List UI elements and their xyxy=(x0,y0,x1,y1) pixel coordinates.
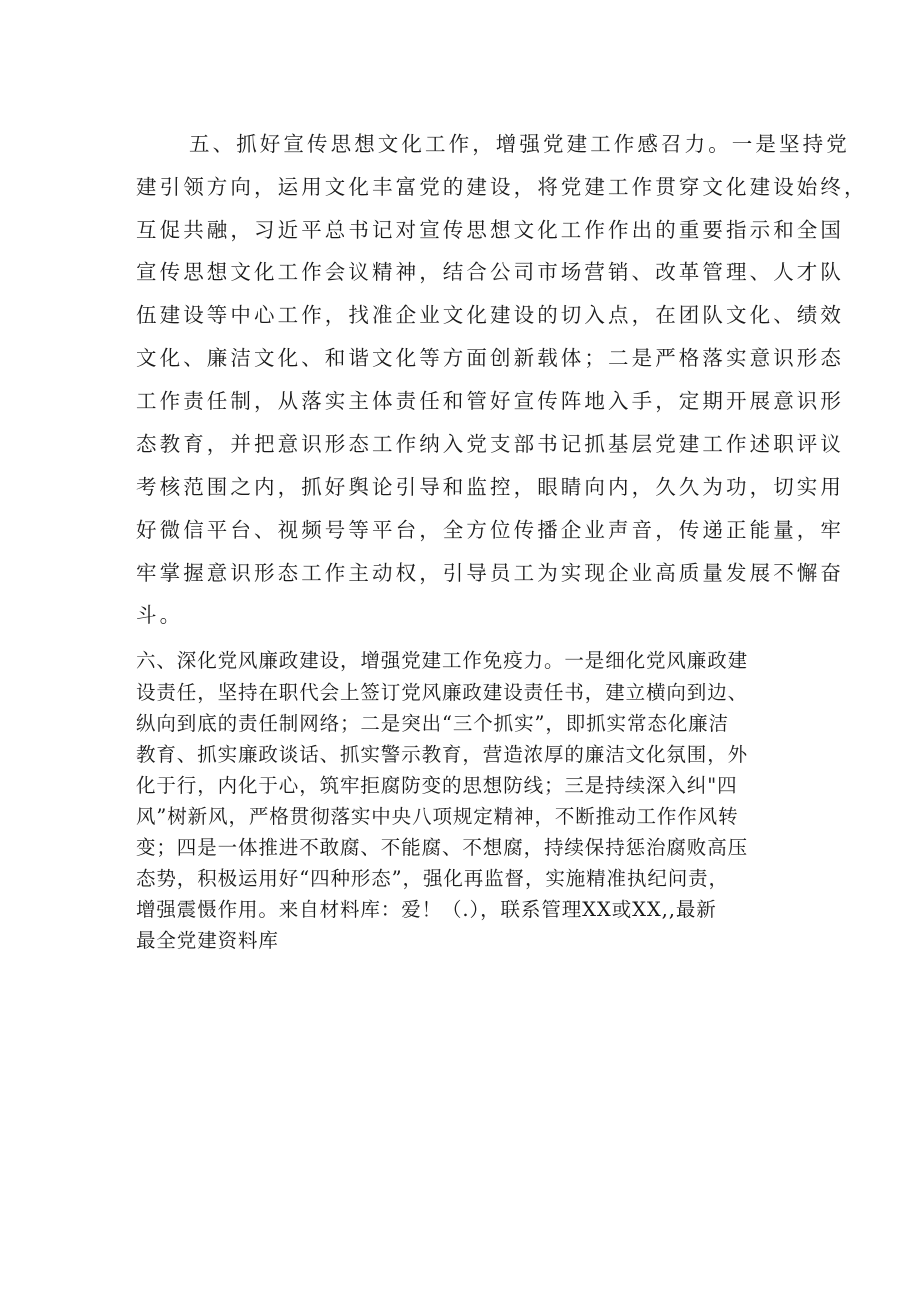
paragraph-6-line-10: 最全党建资料库 xyxy=(136,929,279,952)
paragraph-5-line-11: 牢掌握意识形态工作主动权，引导员工为实现企业高质量发展不懈奋 xyxy=(136,561,844,585)
paragraph-6-line-5: 化于行，内化于心，筑牢拒腐防变的思想防线；三是持续深入纠"四 xyxy=(136,774,738,797)
paragraph-6-line-6: 风”树新风，严格贯彻落实中央八项规定精神，不断推动工作作风转 xyxy=(136,805,739,828)
paragraph-6-line-8: 态势，积极运用好“四种形态”，强化再监督，实施精准执纪问责， xyxy=(136,867,729,890)
paragraph-6-line-9: 增强震慑作用。来自材料库：爱！（.），联系管理XX或XX,,最新 xyxy=(136,898,717,921)
paragraph-5-line-1: 五、抓好宣传思想文化工作，增强党建工作感召力。一是坚持党 xyxy=(189,132,850,156)
paragraph-6-line-2: 设责任，坚持在职代会上签订党风廉政建设责任书，建立横向到边、 xyxy=(136,681,749,704)
paragraph-5-line-12: 斗。 xyxy=(136,603,184,627)
paragraph-5-line-8: 态教育，并把意识形态工作纳入党支部书记抓基层党建工作述职评议 xyxy=(136,432,844,456)
paragraph-5-line-5: 伍建设等中心工作，找准企业文化建设的切入点，在团队文化、绩效 xyxy=(136,303,844,327)
paragraph-6-line-1: 六、深化党风廉政建设，增强党建工作免疫力。一是细化党风廉政建 xyxy=(136,649,749,672)
paragraph-5-line-3: 互促共融，习近平总书记对宣传思想文化工作作出的重要指示和全国 xyxy=(136,218,844,242)
paragraph-6-line-3: 纵向到底的责任制网络；二是突出“三个抓实”，即抓实常态化廉洁 xyxy=(136,712,729,735)
paragraph-5-line-2: 建引领方向，运用文化丰富党的建设，将党建工作贯穿文化建设始终， xyxy=(136,175,868,199)
paragraph-5-line-10: 好微信平台、视频号等平台，全方位传播企业声音，传递正能量，牢 xyxy=(136,518,844,542)
paragraph-5-line-4: 宣传思想文化工作会议精神，结合公司市场营销、改革管理、人才队 xyxy=(136,260,844,284)
paragraph-6-line-4: 教育、抓实廉政谈话、抓实警示教育，营造浓厚的廉洁文化氛围，外 xyxy=(136,743,749,766)
paragraph-5-line-7: 工作责任制，从落实主体责任和管好宣传阵地入手，定期开展意识形 xyxy=(136,389,844,413)
paragraph-6-line-7: 变；四是一体推进不敢腐、不能腐、不想腐，持续保持惩治腐败高压 xyxy=(136,836,749,859)
paragraph-5-line-6: 文化、廉洁文化、和谐文化等方面创新载体；二是严格落实意识形态 xyxy=(136,346,844,370)
paragraph-5-line-9: 考核范围之内，抓好舆论引导和监控，眼睛向内，久久为功，切实用 xyxy=(136,475,844,499)
